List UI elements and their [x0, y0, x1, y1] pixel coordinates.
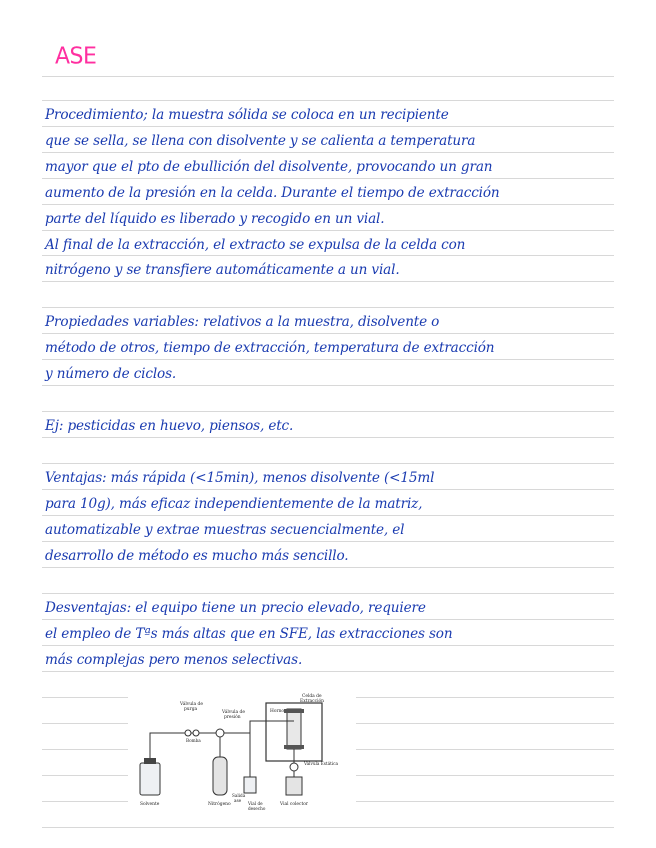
- procedure-line: que se sella, se llena con disolvente y se calienta a temperatura: [45, 133, 476, 149]
- page-rule: [42, 489, 614, 490]
- page-rule: [42, 307, 614, 308]
- label-collection-vial: Vial colector: [280, 802, 308, 807]
- label-static-valve: Válvula Estática: [304, 761, 338, 766]
- disadvantages-line: más complejas pero menos selectivas.: [45, 652, 303, 668]
- page-rule: [42, 541, 614, 542]
- label-purge-valve: Válvula de purga: [180, 702, 203, 712]
- page-rule: [42, 385, 614, 386]
- label-oven: Horno: [270, 709, 285, 714]
- page-rule: [352, 723, 614, 724]
- disadvantages-line: el empleo de Tªs más altas que en SFE, las extracciones son: [45, 626, 453, 642]
- page-rule: [42, 411, 614, 412]
- label-pump: Bomba: [186, 738, 201, 743]
- page-rule: [42, 619, 614, 620]
- page-rule: [42, 204, 614, 205]
- nitrogen-cylinder: [213, 757, 227, 795]
- page-rule: [42, 671, 614, 672]
- page-rule: [352, 801, 614, 802]
- page-rule: [42, 645, 614, 646]
- page-rule: [42, 230, 614, 231]
- procedure-line: nitrógeno y se transfiere automáticamente a un vial.: [45, 262, 400, 278]
- label-pressure-valve: Válvula de presión: [222, 710, 245, 720]
- page-rule: [42, 76, 614, 77]
- collection-vial: [286, 777, 302, 795]
- page-rule: [42, 593, 614, 594]
- page-title: ASE: [55, 43, 97, 70]
- variables-line: método de otros, tiempo de extracción, temperatura de extracción: [45, 340, 495, 356]
- waste-vial: [244, 777, 256, 793]
- label-ase-outlet: Salida ase: [232, 793, 246, 803]
- solvent-bottle: [140, 763, 160, 795]
- variables-line: y número de ciclos.: [45, 366, 177, 382]
- page-rule: [42, 437, 614, 438]
- label-nitrogen: Nitrógeno: [208, 802, 231, 807]
- procedure-line: Al final de la extracción, el extracto se expulsa de la celda con: [45, 237, 466, 253]
- example-line: Ej: pesticidas en huevo, piensos, etc.: [45, 418, 294, 434]
- advantages-line: Ventajas: más rápida (<15min), menos disolvente (<15ml: [45, 470, 435, 486]
- page-rule: [42, 255, 614, 256]
- cell-cap-bottom: [284, 745, 304, 749]
- purge-valve: [185, 730, 191, 736]
- label-waste-vial: Vial de desecho: [248, 801, 266, 811]
- advantages-line: automatizable y extrae muestras secuencialmente, el: [45, 522, 405, 538]
- page-rule: [352, 775, 614, 776]
- procedure-line: aumento de la presión en la celda. Durante el tiempo de extracción: [45, 185, 500, 201]
- advantages-line: desarrollo de método es mucho más sencillo.: [45, 548, 349, 564]
- label-solvent: Solvente: [140, 802, 160, 807]
- label-extraction-cell: Celda de Extracción: [300, 694, 324, 704]
- page-rule: [42, 827, 614, 828]
- ase-diagram-svg: [128, 685, 356, 815]
- static-valve: [290, 763, 298, 771]
- cell-cap-top: [284, 709, 304, 713]
- page-rule: [42, 178, 614, 179]
- page-rule: [42, 100, 614, 101]
- extraction-cell: [287, 709, 301, 749]
- procedure-line: mayor que el pto de ebullición del disolvente, provocando un gran: [45, 159, 493, 175]
- pump: [193, 730, 199, 736]
- page-rule: [352, 697, 614, 698]
- page-rule: [42, 152, 614, 153]
- variables-line: Propiedades variables: relativos a la muestra, disolvente o: [45, 314, 440, 330]
- page-rule: [42, 515, 614, 516]
- page-rule: [42, 333, 614, 334]
- page-rule: [352, 749, 614, 750]
- disadvantages-line: Desventajas: el equipo tiene un precio elevado, requiere: [45, 600, 426, 616]
- procedure-line: parte del líquido es liberado y recogido en un vial.: [45, 211, 385, 227]
- ase-diagram: [128, 685, 356, 815]
- pressure-valve: [216, 729, 224, 737]
- advantages-line: para 10g), más eficaz independientemente de la matriz,: [45, 496, 423, 512]
- page-rule: [42, 359, 614, 360]
- page-rule: [42, 567, 614, 568]
- page-rule: [42, 281, 614, 282]
- procedure-line: Procedimiento; la muestra sólida se coloca en un recipiente: [45, 107, 449, 123]
- solvent-cap: [144, 758, 156, 764]
- page-rule: [42, 463, 614, 464]
- page-rule: [42, 126, 614, 127]
